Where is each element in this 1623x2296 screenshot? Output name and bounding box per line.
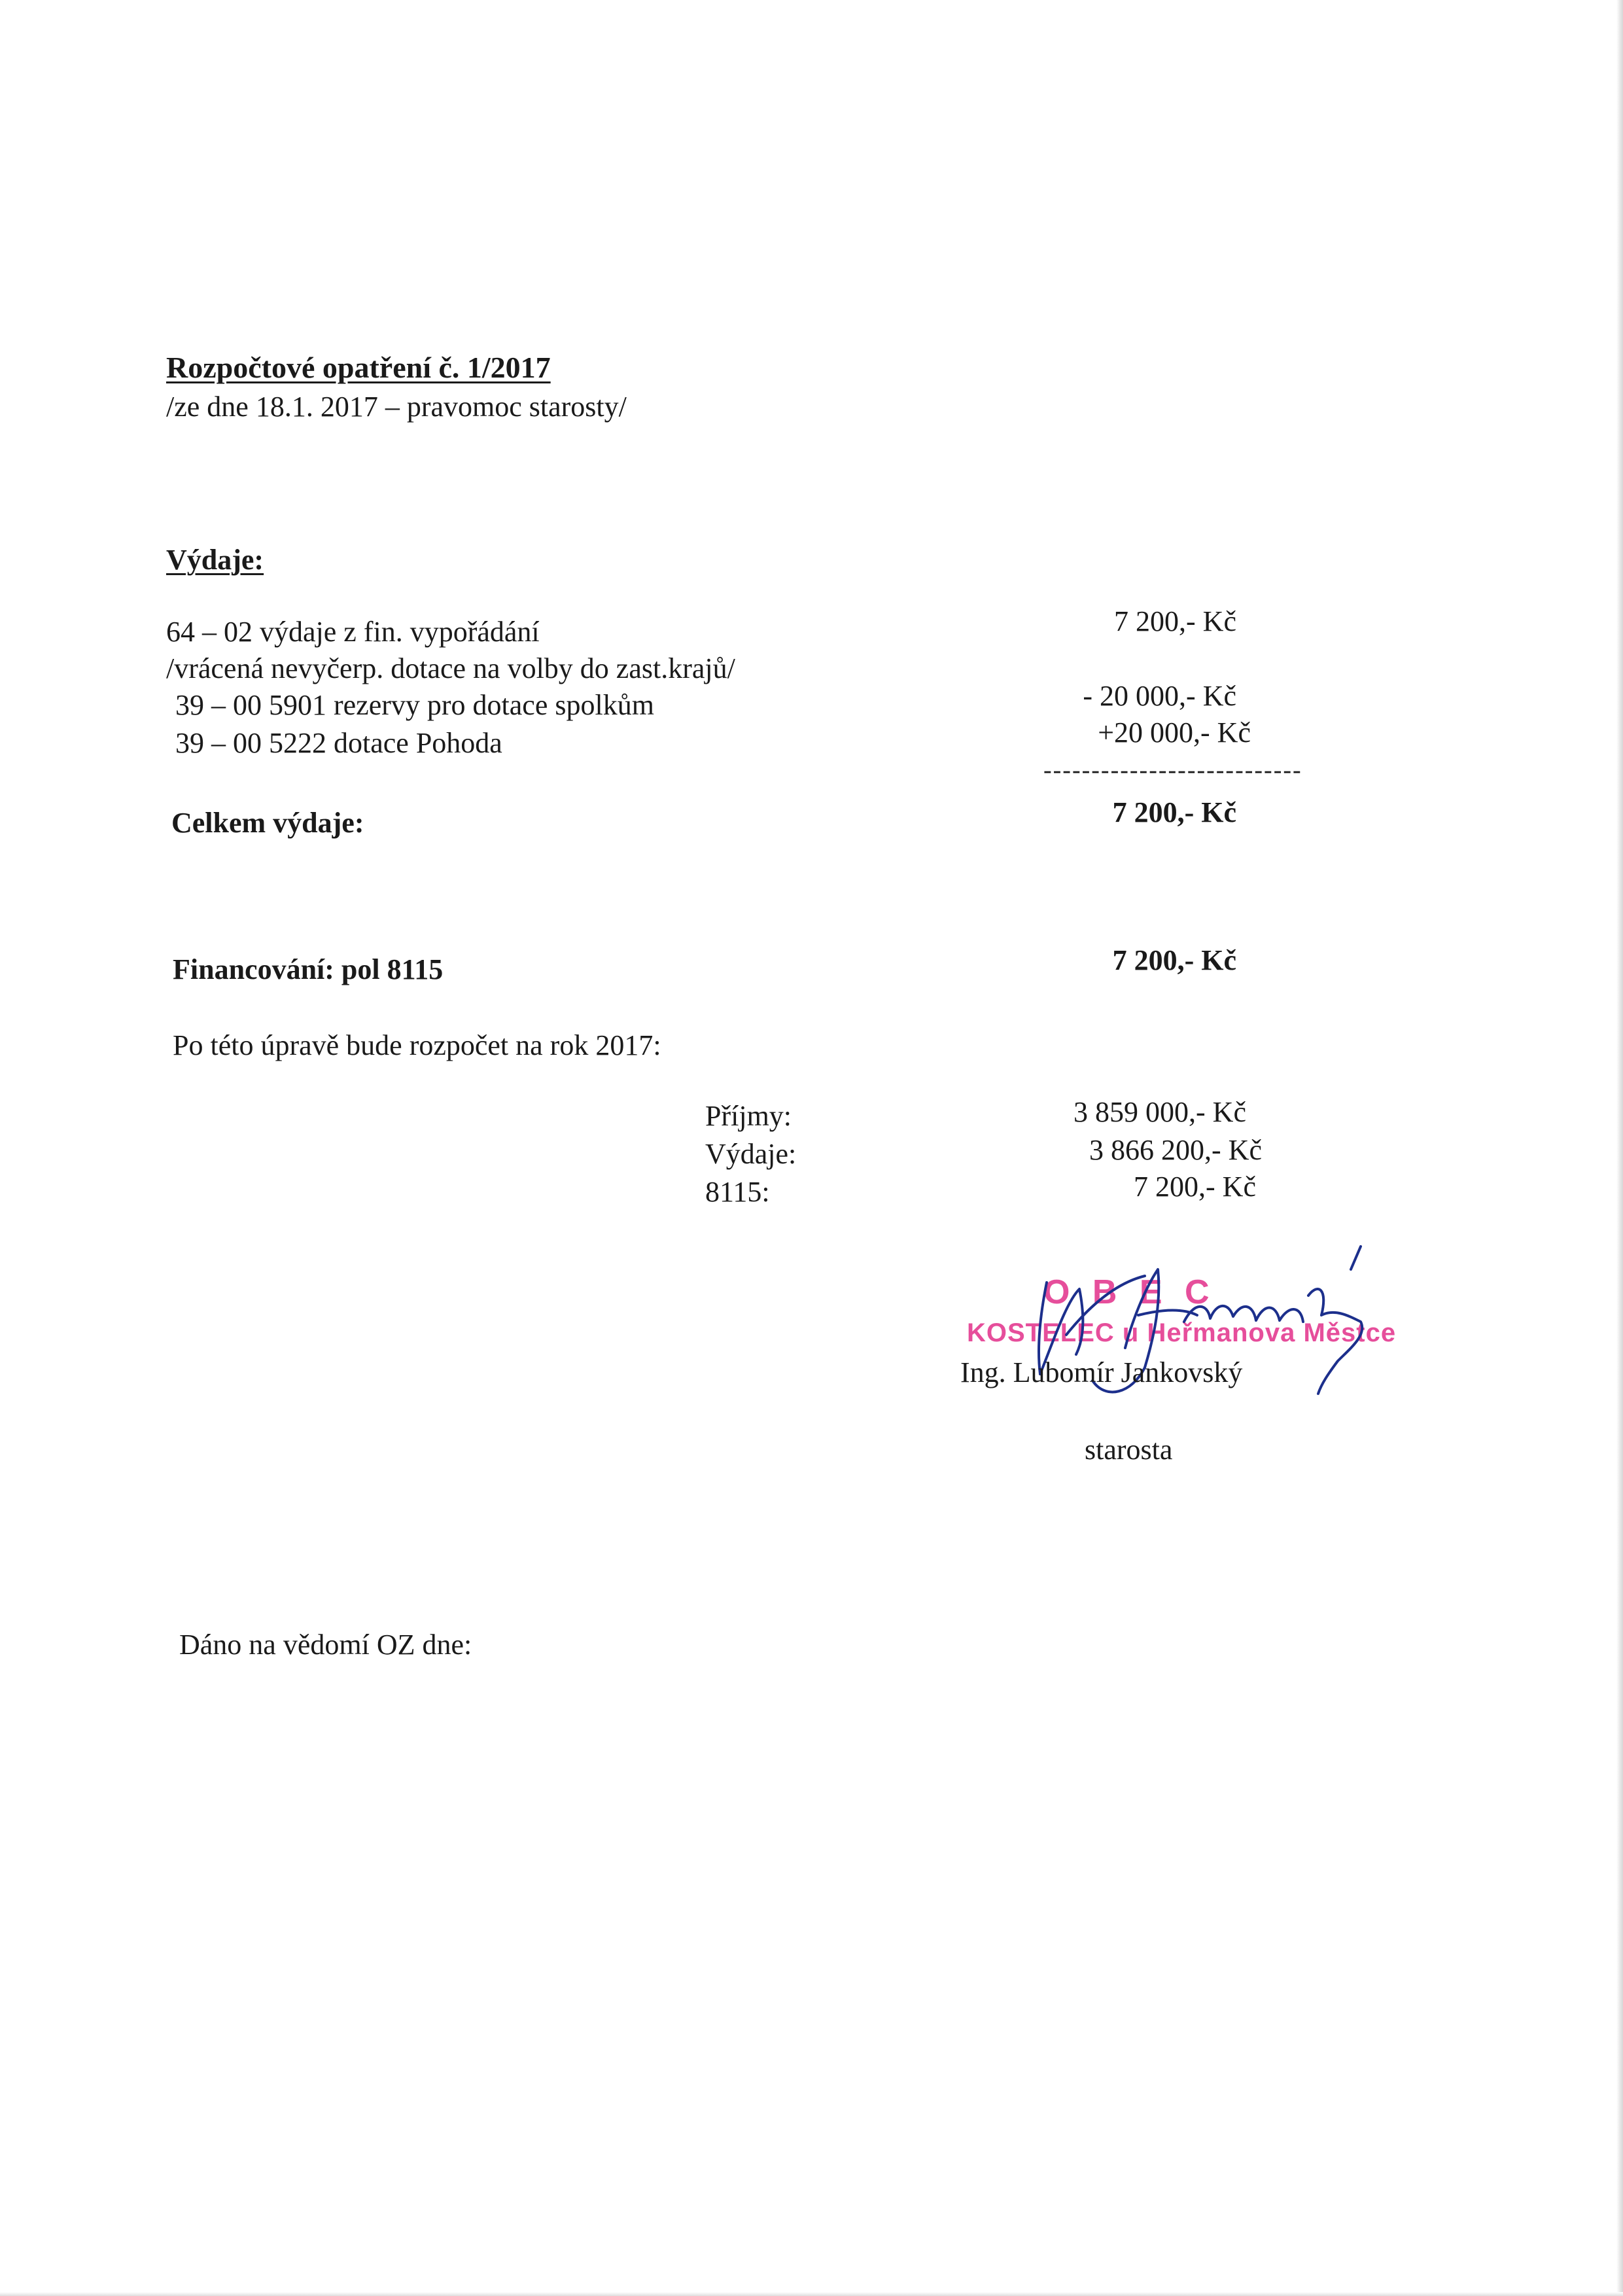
total-expenses-label: Celkem výdaje: xyxy=(171,807,364,839)
document-title: Rozpočtové opatření č. 1/2017 xyxy=(166,351,551,384)
document-subtitle: /ze dne 18.1. 2017 – pravomoc starosty/ xyxy=(166,391,627,423)
financing-label: Financování: pol 8115 xyxy=(173,953,444,985)
expense-line-amount: +20 000,- Kč xyxy=(1098,716,1251,749)
official-stamp-title: O B E C xyxy=(1043,1273,1216,1311)
expenses-heading: Výdaje: xyxy=(166,544,264,576)
expense-line-label: 64 – 02 výdaje z fin. vypořádání xyxy=(166,616,540,648)
budget-row-label: 8115: xyxy=(705,1176,770,1208)
signatory-name: Ing. Lubomír Jankovský xyxy=(960,1356,1243,1388)
expense-line-label: 39 – 00 5222 dotace Pohoda xyxy=(175,727,502,759)
budget-row-label: Výdaje: xyxy=(705,1138,797,1170)
scan-edge-bottom xyxy=(0,2292,1623,2296)
scan-edge-right xyxy=(1616,0,1623,2296)
budget-row-amount: 3 866 200,- Kč xyxy=(1089,1134,1262,1166)
expense-line-amount: 7 200,- Kč xyxy=(1114,605,1236,637)
budget-row-label: Příjmy: xyxy=(705,1100,792,1132)
sum-separator: --------------------------- xyxy=(1043,756,1302,784)
official-stamp-municipality: KOSTELEC u Heřmanova Městce xyxy=(967,1318,1397,1347)
financing-amount: 7 200,- Kč xyxy=(1112,944,1236,976)
acknowledgement-note: Dáno na vědomí OZ dne: xyxy=(179,1629,472,1661)
expense-line-amount: - 20 000,- Kč xyxy=(1083,680,1236,712)
expense-line-label: 39 – 00 5901 rezervy pro dotace spolkům xyxy=(175,689,654,721)
budget-row-amount: 3 859 000,- Kč xyxy=(1073,1096,1246,1128)
signatory-role: starosta xyxy=(1085,1434,1173,1466)
expense-line-label: /vrácená nevyčerp. dotace na volby do zast.krajů/ xyxy=(166,652,735,684)
budget-row-amount: 7 200,- Kč xyxy=(1134,1171,1256,1203)
budget-intro: Po této úpravě bude rozpočet na rok 2017: xyxy=(173,1029,661,1061)
total-expenses-amount: 7 200,- Kč xyxy=(1112,796,1236,828)
